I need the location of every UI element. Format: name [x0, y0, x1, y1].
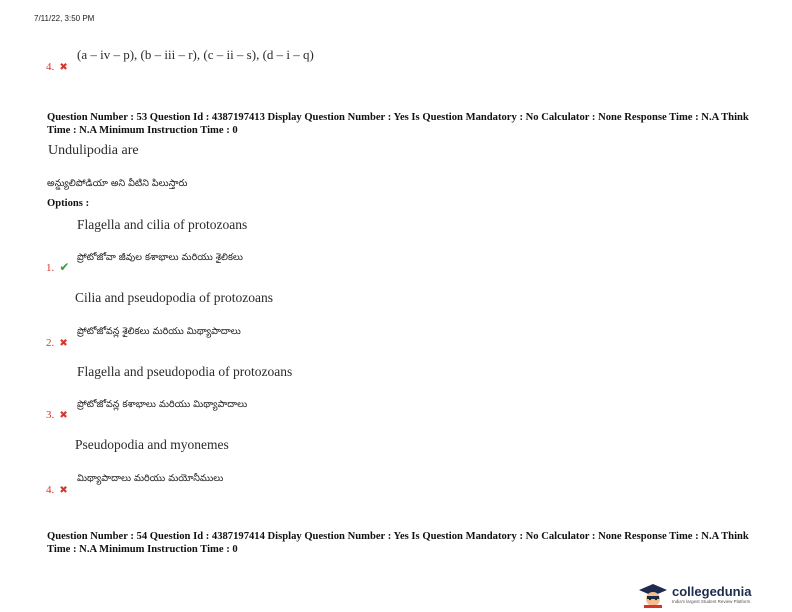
- option-2-marker: [46, 331, 68, 350]
- option-3-te: ప్రోటోజోవన్ల కశాభాలు మరియు మిథ్యాపాదాలు: [77, 399, 248, 410]
- q54-meta: Question Number : 54 Question Id : 4387197414 Display Question Number : Yes Is Question Mandatory : No Calculator : None Response Time : N.A Think Time : N.A Minimum Instruction Time : 0: [47, 531, 749, 555]
- option-4-te: మిథ్యాపాదాలు మరియు మయోనీములు: [77, 473, 224, 484]
- option-1-te: ప్రోటోజోవా జీవుల కశాభాలు మరియు శైలికలు: [77, 252, 243, 263]
- logo-name: collegedunia: [672, 584, 752, 599]
- option-1-en: Flagella and cilia of protozoans: [77, 217, 248, 232]
- collegedunia-logo: [638, 582, 786, 608]
- option-1-marker: [46, 256, 69, 275]
- option-number: 2.: [46, 337, 55, 349]
- prev-option-4: [46, 55, 68, 74]
- option-2-te: ప్రోటోజోవన్ల శైలికలు మరియు మిథ్యాపాదాలు: [77, 326, 241, 337]
- option-number: 3.: [46, 409, 55, 421]
- graduate-mascot-icon: [638, 582, 668, 608]
- cross-icon: ✖: [59, 485, 68, 496]
- option-number: 4.: [46, 61, 55, 73]
- options-label: Options :: [47, 198, 90, 209]
- q53-text-en: Undulipodia are: [48, 143, 139, 158]
- option-2-en: Cilia and pseudopodia of protozoans: [75, 290, 273, 305]
- print-timestamp: 7/11/22, 3:50 PM: [34, 14, 95, 23]
- check-icon: ✔: [59, 260, 70, 274]
- q53-text-te: అన్డ్యులిపోడియా అని వీటిని పిలుస్తారు: [47, 178, 188, 189]
- option-number: 4.: [46, 484, 55, 496]
- logo-tagline: India's largest Student Review Platform: [672, 599, 751, 604]
- prev-option-4-text: (a – iv – p), (b – iii – r), (c – ii – s), (d – i – q): [77, 47, 314, 62]
- q53-meta: Question Number : 53 Question Id : 4387197413 Display Question Number : Yes Is Question Mandatory : No Calculator : None Response Time : N.A Think Time : N.A Minimum Instruction Time : 0: [47, 112, 749, 136]
- cross-icon: ✖: [59, 62, 68, 73]
- option-3-en: Flagella and pseudopodia of protozoans: [77, 364, 293, 379]
- option-number: 1.: [46, 262, 55, 274]
- cross-icon: ✖: [59, 338, 68, 349]
- cross-icon: ✖: [59, 410, 68, 421]
- option-4-marker: [46, 478, 68, 497]
- option-4-en: Pseudopodia and myonemes: [75, 437, 229, 452]
- option-3-marker: [46, 403, 68, 422]
